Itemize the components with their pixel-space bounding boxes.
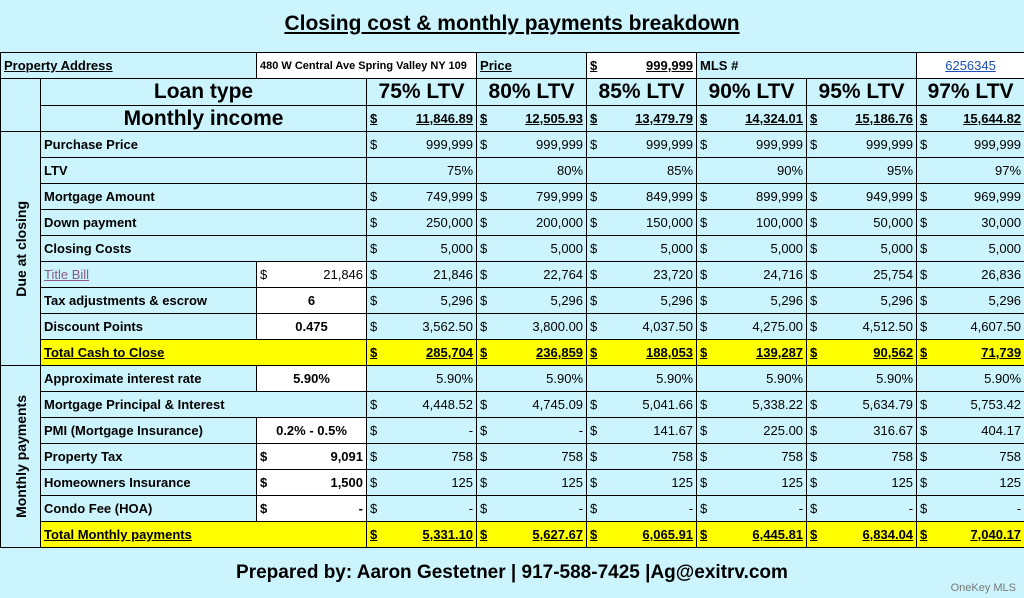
row-label: Discount Points	[41, 314, 257, 340]
row-label: Property Tax	[41, 444, 257, 470]
row-value: $ 969,999	[917, 184, 1024, 210]
closing-cost-table	[0, 52, 1024, 548]
row-value: $ 5,000	[807, 236, 917, 262]
row-value: $ 250,000	[367, 210, 477, 236]
row-label: Mortgage Amount	[41, 184, 367, 210]
row-value: $ 4,448.52	[367, 392, 477, 418]
row-value: $ 5,000	[587, 236, 697, 262]
row-label: Mortgage Principal & Interest	[41, 392, 367, 418]
row-value: $ 125	[367, 470, 477, 496]
row-value: $ 5,041.66	[587, 392, 697, 418]
row-input[interactable]: $ 9,091	[257, 444, 367, 470]
row-value: $ 5,296	[367, 288, 477, 314]
row-label[interactable]: Title Bill	[41, 262, 257, 288]
row-value: $ -	[477, 496, 587, 522]
watermark: OneKey MLS	[950, 582, 1016, 594]
row-value: $ 799,999	[477, 184, 587, 210]
header-spacer	[1, 79, 41, 132]
loan-type-row	[1, 79, 1024, 106]
monthly-income-label: Monthly income	[41, 106, 367, 132]
row-value: $ 4,745.09	[477, 392, 587, 418]
ltv-column-header: 85% LTV	[587, 79, 697, 106]
row-value: 75%	[367, 158, 477, 184]
row-value: $ 125	[697, 470, 807, 496]
row-value: $ -	[807, 496, 917, 522]
total-value: $ 236,859	[477, 340, 587, 366]
row-value: $ -	[917, 496, 1024, 522]
total-label: Total Monthly payments	[41, 522, 367, 548]
total-value: $ 5,627.67	[477, 522, 587, 548]
total-value: $ 285,704	[367, 340, 477, 366]
row-value: $ 4,512.50	[807, 314, 917, 340]
ltv-column-header: 95% LTV	[807, 79, 917, 106]
row-value: $ 5,000	[697, 236, 807, 262]
total-label: Total Cash to Close	[41, 340, 367, 366]
total-row	[1, 522, 1024, 548]
monthly-payments-section: Monthly payments	[1, 366, 41, 548]
row-value: 95%	[807, 158, 917, 184]
table-row	[1, 158, 1024, 184]
monthly-income-value: $ 15,644.82	[917, 106, 1024, 132]
row-value: $ -	[587, 496, 697, 522]
row-value: $ 849,999	[587, 184, 697, 210]
total-value: $ 90,562	[807, 340, 917, 366]
row-value: 80%	[477, 158, 587, 184]
row-value: $ 5,000	[917, 236, 1024, 262]
row-value: $ 25,754	[807, 262, 917, 288]
row-value: $ 100,000	[697, 210, 807, 236]
row-label: Homeowners Insurance	[41, 470, 257, 496]
row-value: 5.90%	[477, 366, 587, 392]
row-value: $ 21,846	[367, 262, 477, 288]
row-value: $ 3,562.50	[367, 314, 477, 340]
row-value: $ 5,296	[697, 288, 807, 314]
row-input[interactable]: 0.2% - 0.5%	[257, 418, 367, 444]
row-value: 5.90%	[367, 366, 477, 392]
ltv-column-header: 97% LTV	[917, 79, 1024, 106]
row-value: $ 22,764	[477, 262, 587, 288]
row-value: $ 50,000	[807, 210, 917, 236]
row-value: $ 999,999	[917, 132, 1024, 158]
row-value: $ 26,836	[917, 262, 1024, 288]
row-label: Purchase Price	[41, 132, 367, 158]
total-value: $ 139,287	[697, 340, 807, 366]
row-label: Down payment	[41, 210, 367, 236]
row-value: 5.90%	[917, 366, 1024, 392]
total-value: $ 7,040.17	[917, 522, 1024, 548]
row-label: LTV	[41, 158, 367, 184]
row-label: PMI (Mortgage Insurance)	[41, 418, 257, 444]
row-value: $ 30,000	[917, 210, 1024, 236]
prepared-by-footer: Prepared by: Aaron Gestetner | 917-588-7425 |Ag@exitrv.com	[236, 562, 788, 583]
row-value: $ 5,296	[807, 288, 917, 314]
total-value: $ 188,053	[587, 340, 697, 366]
monthly-income-value: $ 13,479.79	[587, 106, 697, 132]
row-value: $ 5,753.42	[917, 392, 1024, 418]
row-value: $ 24,716	[697, 262, 807, 288]
table-row	[1, 392, 1024, 418]
row-value: $ 758	[587, 444, 697, 470]
row-value: $ 125	[807, 470, 917, 496]
row-value: 90%	[697, 158, 807, 184]
row-value: $ 949,999	[807, 184, 917, 210]
table-row	[1, 418, 1024, 444]
row-value: $ 225.00	[697, 418, 807, 444]
total-value: $ 71,739	[917, 340, 1024, 366]
total-value: $ 5,331.10	[367, 522, 477, 548]
row-value: $ 125	[587, 470, 697, 496]
row-value: $ 4,037.50	[587, 314, 697, 340]
table-row	[1, 496, 1024, 522]
row-value: $ 758	[367, 444, 477, 470]
table-row	[1, 366, 1024, 392]
row-value: $ 4,275.00	[697, 314, 807, 340]
due-at-closing-section: Due at closing	[1, 132, 41, 366]
row-label: Approximate interest rate	[41, 366, 257, 392]
row-value: $ -	[697, 496, 807, 522]
row-value: 5.90%	[587, 366, 697, 392]
property-address-label: Property Address	[1, 53, 257, 79]
row-value: $ 23,720	[587, 262, 697, 288]
table-row	[1, 132, 1024, 158]
table-row	[1, 236, 1024, 262]
monthly-income-value: $ 15,186.76	[807, 106, 917, 132]
row-input[interactable]: $ 1,500	[257, 470, 367, 496]
row-value: $ 999,999	[367, 132, 477, 158]
row-value: $ 125	[917, 470, 1024, 496]
row-value: $ 5,634.79	[807, 392, 917, 418]
row-value: $ 5,296	[477, 288, 587, 314]
row-value: $ 749,999	[367, 184, 477, 210]
row-value: $ -	[367, 496, 477, 522]
row-label: Condo Fee (HOA)	[41, 496, 257, 522]
row-input[interactable]: 6	[257, 288, 367, 314]
property-row	[1, 53, 1024, 79]
row-input[interactable]: 0.475	[257, 314, 367, 340]
loan-type-label: Loan type	[41, 79, 367, 106]
price-value[interactable]: $ 999,999	[587, 53, 697, 79]
row-value: $ -	[367, 418, 477, 444]
table-row	[1, 314, 1024, 340]
mls-label: MLS #	[697, 53, 917, 79]
row-value: $ 999,999	[697, 132, 807, 158]
row-value: $ 999,999	[587, 132, 697, 158]
row-input[interactable]: 5.90%	[257, 366, 367, 392]
row-value: $ 200,000	[477, 210, 587, 236]
property-address-value[interactable]: 480 W Central Ave Spring Valley NY 109	[257, 53, 477, 79]
row-value: $ 404.17	[917, 418, 1024, 444]
table-row	[1, 210, 1024, 236]
row-value: $ 999,999	[477, 132, 587, 158]
row-value: $ 150,000	[587, 210, 697, 236]
row-value: $ -	[477, 418, 587, 444]
row-value: $ 758	[807, 444, 917, 470]
row-input[interactable]: $ -	[257, 496, 367, 522]
ltv-column-header: 75% LTV	[367, 79, 477, 106]
table-row	[1, 470, 1024, 496]
price-label: Price	[477, 53, 587, 79]
row-value: $ 999,999	[807, 132, 917, 158]
monthly-income-row	[1, 106, 1024, 132]
ltv-column-header: 90% LTV	[697, 79, 807, 106]
total-value: $ 6,445.81	[697, 522, 807, 548]
table-row	[1, 288, 1024, 314]
row-value: $ 5,338.22	[697, 392, 807, 418]
row-value: $ 758	[697, 444, 807, 470]
monthly-income-value: $ 12,505.93	[477, 106, 587, 132]
row-label: Closing Costs	[41, 236, 367, 262]
row-value: $ 316.67	[807, 418, 917, 444]
row-value: $ 899,999	[697, 184, 807, 210]
row-value: 85%	[587, 158, 697, 184]
row-value: $ 5,000	[477, 236, 587, 262]
row-value: $ 5,000	[367, 236, 477, 262]
page-title: Closing cost & monthly payments breakdown	[284, 12, 740, 35]
row-value: $ 5,296	[917, 288, 1024, 314]
total-row	[1, 340, 1024, 366]
row-value: $ 5,296	[587, 288, 697, 314]
table-row	[1, 444, 1024, 470]
row-value: 97%	[917, 158, 1024, 184]
total-value: $ 6,834.04	[807, 522, 917, 548]
monthly-income-value: $ 11,846.89	[367, 106, 477, 132]
row-value: $ 758	[917, 444, 1024, 470]
row-value: $ 3,800.00	[477, 314, 587, 340]
row-value: $ 125	[477, 470, 587, 496]
total-value: $ 6,065.91	[587, 522, 697, 548]
row-value: $ 758	[477, 444, 587, 470]
monthly-income-value: $ 14,324.01	[697, 106, 807, 132]
table-row	[1, 184, 1024, 210]
row-value: $ 141.67	[587, 418, 697, 444]
row-input[interactable]: $ 21,846	[257, 262, 367, 288]
table-row	[1, 262, 1024, 288]
ltv-column-header: 80% LTV	[477, 79, 587, 106]
row-value: 5.90%	[807, 366, 917, 392]
row-value: $ 4,607.50	[917, 314, 1024, 340]
mls-number-link[interactable]: 6256345	[917, 53, 1024, 79]
row-value: 5.90%	[697, 366, 807, 392]
row-label: Tax adjustments & escrow	[41, 288, 257, 314]
